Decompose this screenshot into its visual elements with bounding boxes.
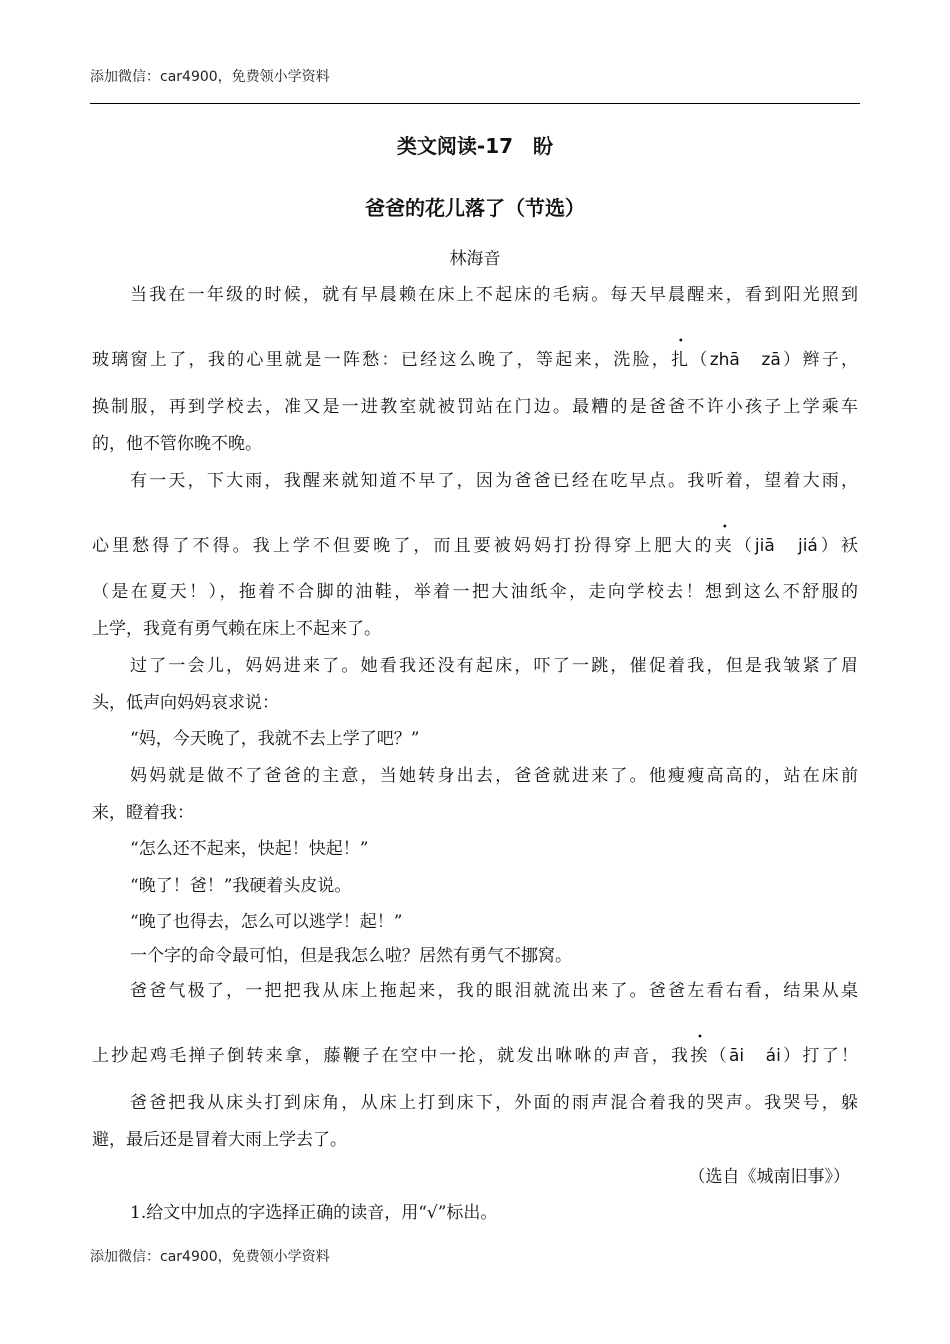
paragraph-line: 妈妈就是做不了爸爸的主意，当她转身出去，爸爸就进来了。他瘦瘦高高的，站在床前 bbox=[130, 766, 858, 786]
paragraph-line: “晚了也得去，怎么可以逃学！起！” bbox=[130, 912, 403, 932]
paragraph-line: 爸爸把我从床头打到床角，从床上打到床下，外面的雨声混合着我的哭声。我哭号，躲 bbox=[130, 1093, 858, 1113]
pinyin-options[interactable]: （āi ái）打了！ bbox=[709, 1046, 859, 1066]
paragraph-line: 爸爸气极了，一把把我从床上拖起来，我的眼泪就流出来了。爸爸左看右看，结果从桌 bbox=[130, 981, 858, 1001]
author: 林海音 bbox=[449, 249, 501, 269]
paragraph-line: 的，他不管你晚不晚。 bbox=[92, 434, 262, 454]
pinyin-options[interactable]: （zhā zā）辫子， bbox=[690, 350, 859, 370]
header-note: 添加微信：car4900，免费领小学资料 bbox=[90, 69, 330, 85]
paragraph-line: 来，瞪着我： bbox=[92, 803, 194, 823]
paragraph-line: “妈，今天晚了，我就不去上学了吧？” bbox=[130, 729, 420, 749]
paragraph-line: 避，最后还是冒着大雨上学去了。 bbox=[92, 1130, 347, 1150]
dotted-character: 挨 bbox=[690, 1046, 710, 1066]
paragraph-line: 上学，我竟有勇气赖在床上不起来了。 bbox=[92, 619, 381, 639]
paragraph-line: 当我在一年级的时候，就有早晨赖在床上不起床的毛病。每天早晨醒来，看到阳光照到 bbox=[130, 285, 858, 305]
text-run: 心里愁得了不得。我上学不但要晚了，而且要被妈妈打扮得穿上肥大的 bbox=[92, 536, 715, 556]
dotted-character: 扎 bbox=[671, 350, 691, 370]
source-citation: （选自《城南旧事》） bbox=[688, 1167, 850, 1187]
question-1: 1.给文中加点的字选择正确的读音，用“√”标出。 bbox=[130, 1203, 498, 1223]
header-divider bbox=[90, 103, 860, 104]
paragraph-line: 有一天，下大雨，我醒来就知道不早了，因为爸爸已经在吃早点。我听着，望着大雨， bbox=[130, 471, 858, 491]
paragraph-line bbox=[92, 345, 858, 370]
paragraph-line: 一个字的命令最可怕，但是我怎么啦？居然有勇气不挪窝。 bbox=[130, 946, 572, 966]
paragraph-line: “怎么还不起来，快起！快起！” bbox=[130, 839, 369, 859]
dotted-character: 夹 bbox=[714, 536, 735, 556]
paragraph-line: 头，低声向妈妈哀求说： bbox=[92, 693, 279, 713]
pinyin-options[interactable]: （jiā jiá）袄 bbox=[734, 536, 859, 556]
paragraph-line: “晚了！爸！”我硬着头皮说。 bbox=[130, 876, 352, 896]
main-title: 类文阅读-17 盼 bbox=[396, 134, 554, 158]
text-run: 玻璃窗上了，我的心里就是一阵愁：已经这么晚了，等起来，洗脸， bbox=[92, 350, 672, 370]
paragraph-line: （是在夏天！），拖着不合脚的油鞋，举着一把大油纸伞，走向学校去！想到这么不舒服的 bbox=[92, 582, 858, 602]
footer-note: 添加微信：car4900，免费领小学资料 bbox=[90, 1249, 330, 1265]
paragraph-line bbox=[92, 531, 858, 556]
paragraph-line: 换制服，再到学校去，准又是一进教室就被罚站在门边。最糟的是爸爸不许小孩子上学乘车 bbox=[92, 397, 858, 417]
paragraph-line bbox=[92, 1041, 858, 1066]
text-run: 上抄起鸡毛掸子倒转来拿，藤鞭子在空中一抡，就发出咻咻的声音，我 bbox=[92, 1046, 691, 1066]
paragraph-line: 过了一会儿，妈妈进来了。她看我还没有起床，吓了一跳，催促着我，但是我皱紧了眉 bbox=[130, 656, 858, 676]
article-title: 爸爸的花儿落了（节选） bbox=[365, 196, 585, 220]
